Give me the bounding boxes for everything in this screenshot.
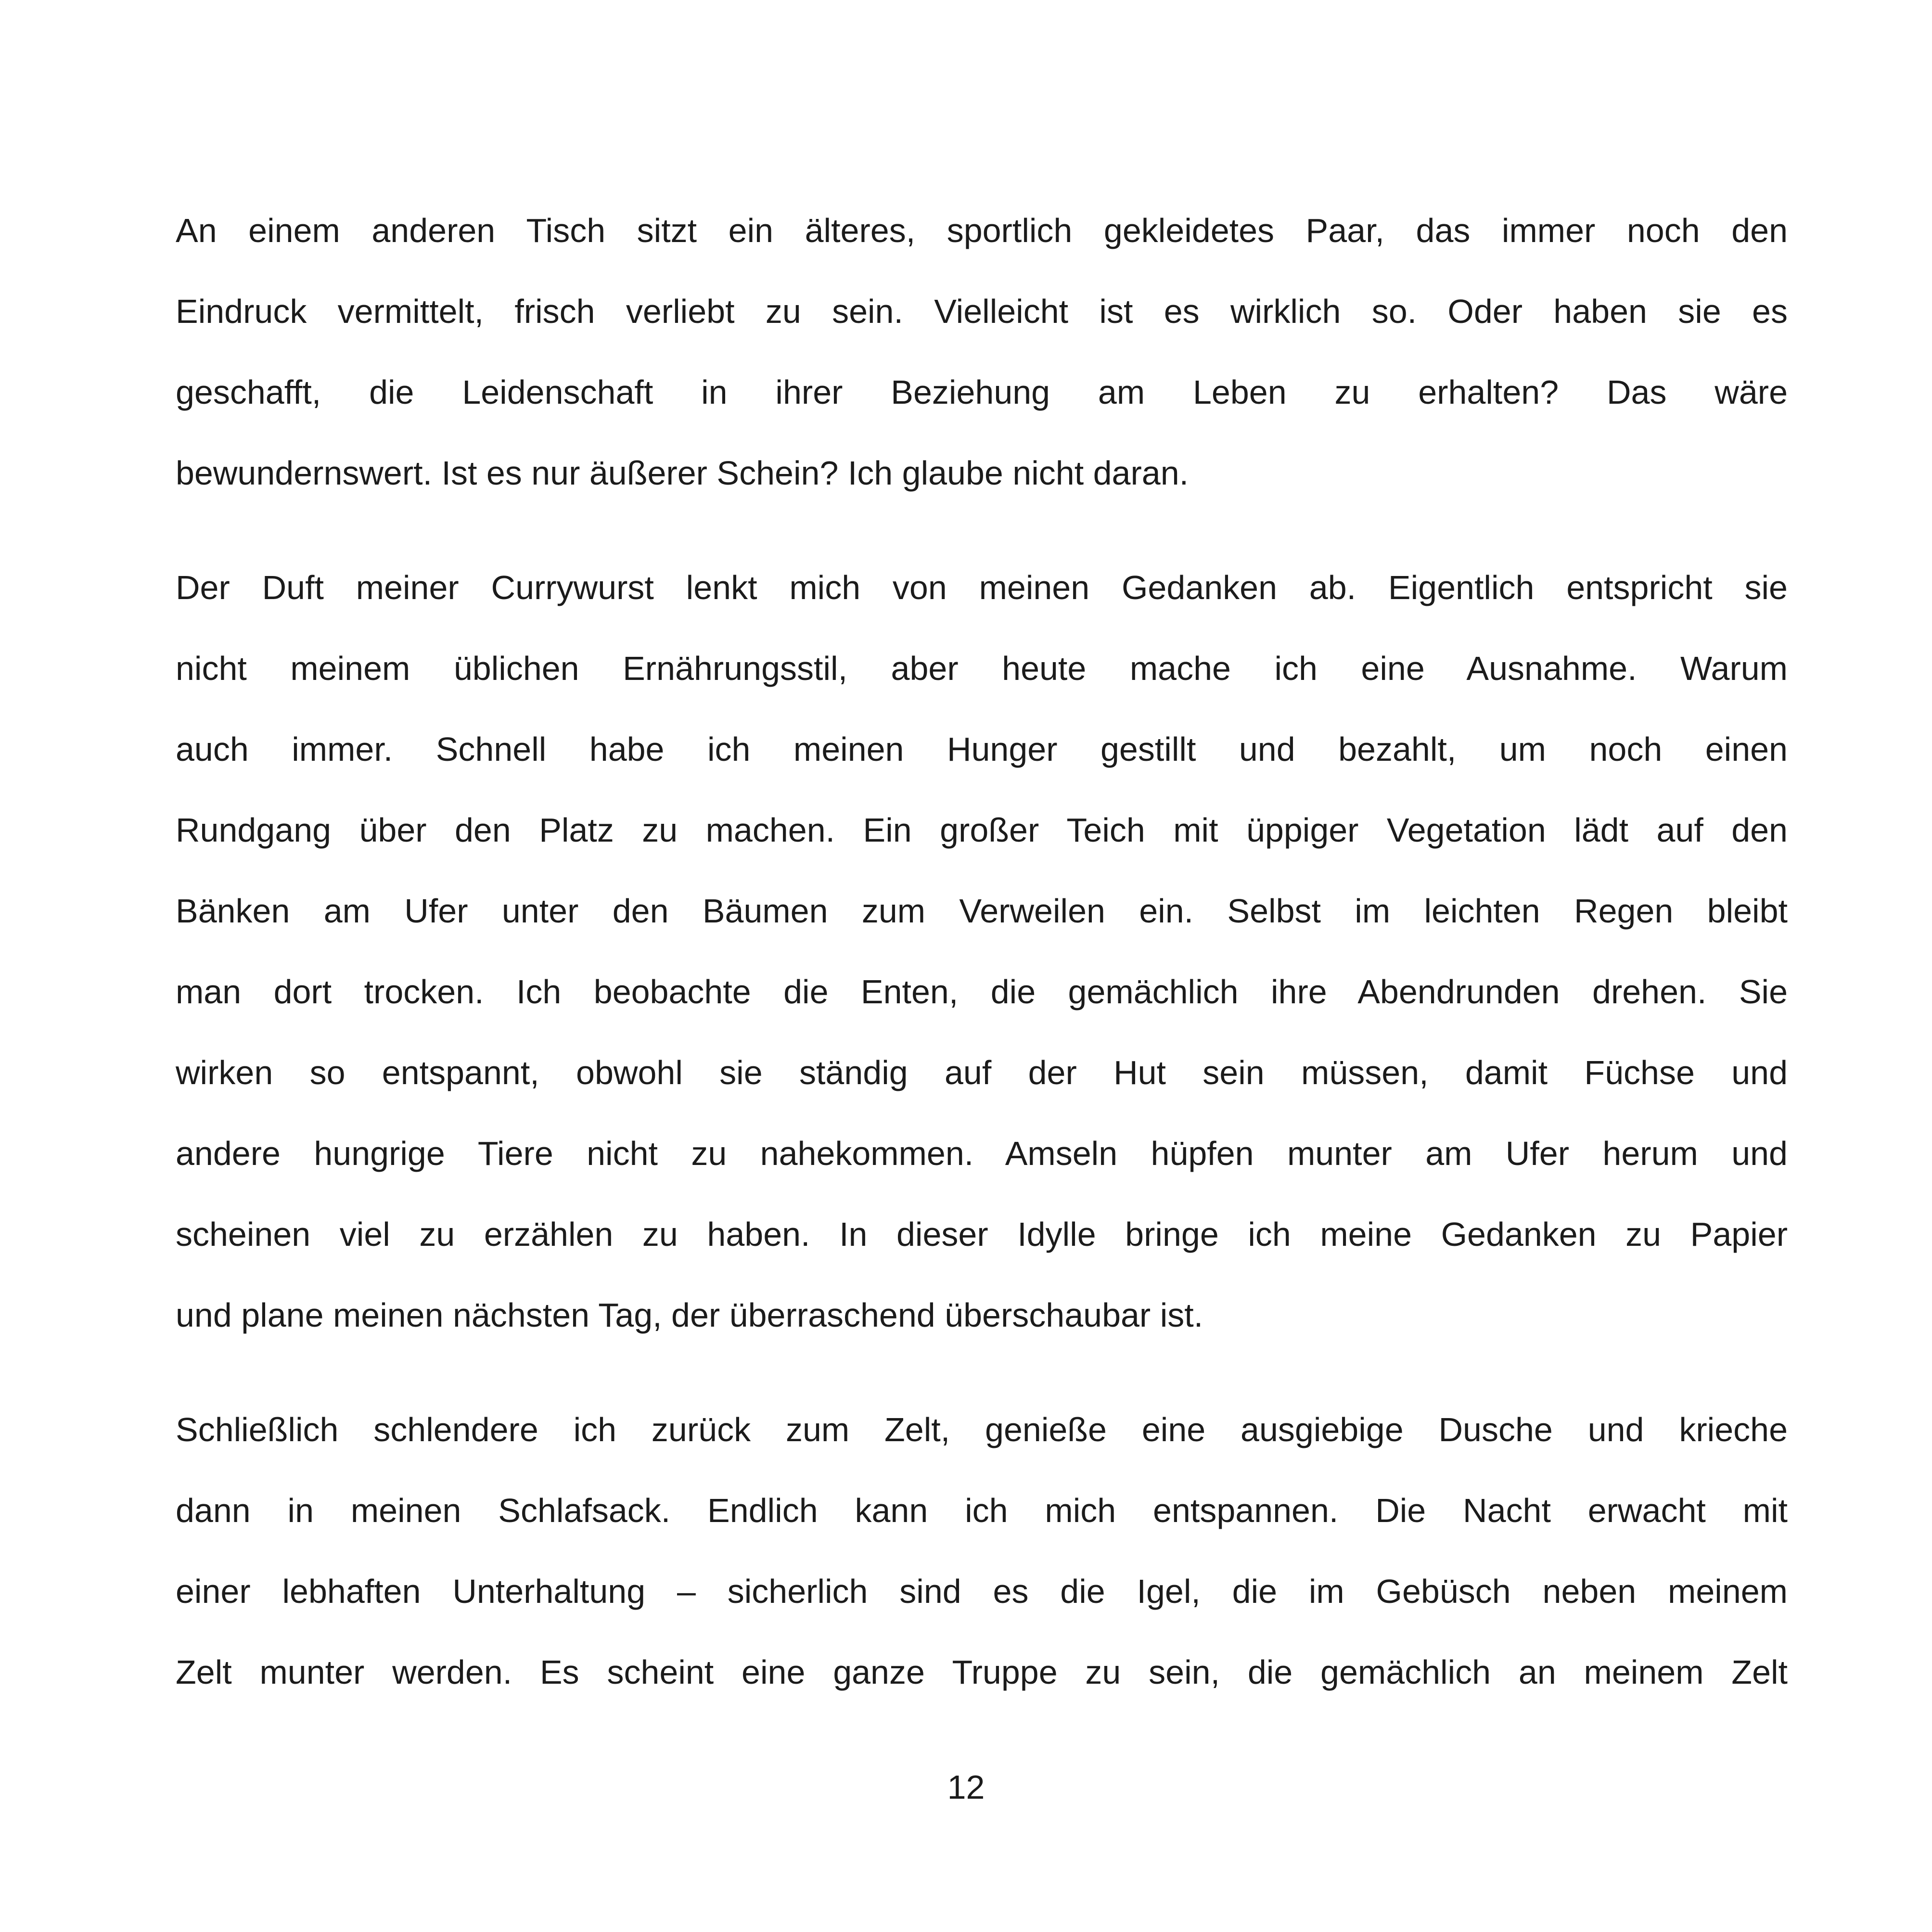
text-line: man dort trocken. Ich beobachte die Enten, die gemächlich ihre Abendrunden drehen. Sie (176, 973, 1788, 1011)
text-line: auch immer. Schnell habe ich meinen Hunger gestillt und bezahlt, um noch einen (176, 730, 1788, 768)
text-line: An einem anderen Tisch sitzt ein älteres, sportlich gekleidetes Paar, das immer noch den (176, 212, 1788, 249)
text-line: dann in meinen Schlafsack. Endlich kann ich mich entspannen. Die Nacht erwacht mit (176, 1492, 1788, 1529)
paragraph-2 (176, 547, 1788, 1356)
paragraph-3 (176, 1389, 1788, 1713)
text-line: Der Duft meiner Currywurst lenkt mich von meinen Gedanken ab. Eigentlich entspricht sie (176, 569, 1788, 606)
text-line: Schließlich schlendere ich zurück zum Zelt, genieße eine ausgiebige Dusche und krieche (176, 1411, 1788, 1448)
paragraph-1 (176, 190, 1788, 513)
text-line: andere hungrige Tiere nicht zu nahekommen. Amseln hüpfen munter am Ufer herum und (176, 1135, 1788, 1172)
text-line: einer lebhaften Unterhaltung – sicherlich sind es die Igel, die im Gebüsch neben meinem (176, 1573, 1788, 1610)
text-line: Rundgang über den Platz zu machen. Ein großer Teich mit üppiger Vegetation lädt auf den (176, 811, 1788, 849)
text-line: Eindruck vermittelt, frisch verliebt zu sein. Vielleicht ist es wirklich so. Oder haben sie es (176, 293, 1788, 330)
text-line: nicht meinem üblichen Ernährungsstil, aber heute mache ich eine Ausnahme. Warum (176, 650, 1788, 687)
text-line: bewundernswert. Ist es nur äußerer Schein? Ich glaube nicht daran. (176, 454, 1189, 492)
text-line: und plane meinen nächsten Tag, der überraschend überschaubar ist. (176, 1296, 1203, 1334)
text-line: Bänken am Ufer unter den Bäumen zum Verweilen ein. Selbst im leichten Regen bleibt (176, 892, 1788, 930)
text-line: geschafft, die Leidenschaft in ihrer Beziehung am Leben zu erhalten? Das wäre (176, 373, 1788, 411)
text-block (176, 190, 1788, 1713)
text-line: wirken so entspannt, obwohl sie ständig auf der Hut sein müssen, damit Füchse und (176, 1054, 1788, 1091)
page-number: 12 (947, 1768, 985, 1806)
text-line: scheinen viel zu erzählen zu haben. In dieser Idylle bringe ich meine Gedanken zu Papier (176, 1215, 1788, 1253)
text-line: Zelt munter werden. Es scheint eine ganze Truppe zu sein, die gemächlich an meinem Zelt (176, 1653, 1788, 1691)
